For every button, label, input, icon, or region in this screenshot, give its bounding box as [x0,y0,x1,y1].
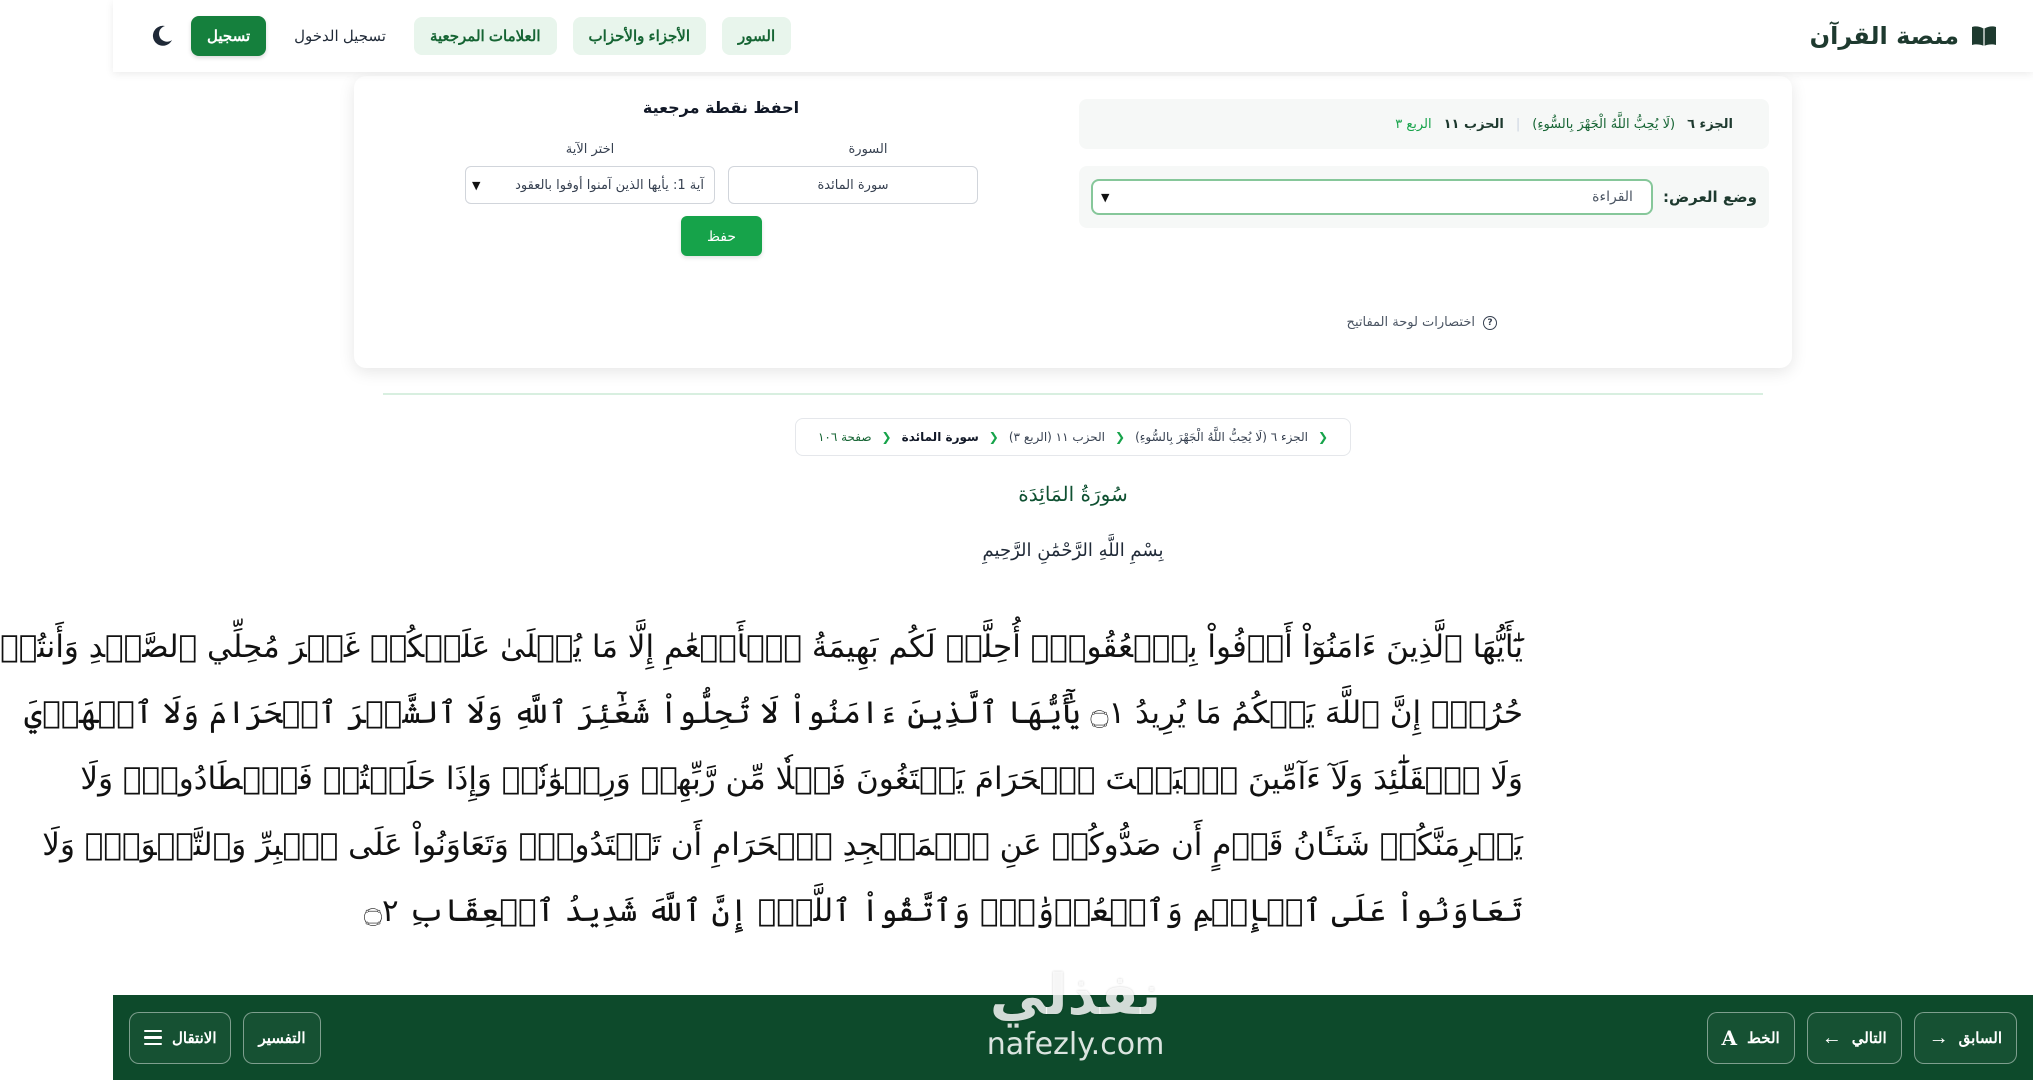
moon-icon[interactable] [149,23,175,49]
hamburger-menu-icon [144,1030,162,1046]
basmala [973,540,1173,561]
info-hizb: الحزب ١١ [1443,116,1504,132]
navigate-label: الانتقال [172,1029,217,1047]
bookmark-ayah-label: اختر الآية [565,142,615,157]
info-separator: | [1515,116,1521,132]
previous-label: السابق [1958,1029,2002,1047]
watermark-arabic: نفذلي [989,963,1162,1028]
navigate-button[interactable] [129,1012,231,1064]
nav-surahs[interactable]: السور [722,17,791,55]
next-label: التالي [1851,1029,1887,1047]
chevron-left-icon: ❮ [1318,430,1329,444]
keyboard-shortcuts-label: اختصارات لوحة المفاتيح [1346,315,1475,330]
breadcrumb-hizb[interactable]: الحزب ١١ (الربع ٣) [1008,430,1106,444]
position-info-bar [1079,99,1769,149]
chevron-left-icon: ❮ [988,430,999,444]
register-button[interactable]: تسجيل [191,16,266,56]
bottom-right-group [1707,1012,2018,1064]
font-label: الخط [1747,1029,1780,1047]
open-book-icon [1971,25,1997,47]
quran-line[interactable]: يَٰٓأَيُّهَا ٱلَّذِينَ ءَامَنُوٓاْ أَوۡفُواْ بِٱلۡعُقُودِۚ أُحِلَّتۡ لَكُم بَهِيمَةُ ٱلۡأَنۡعَٰمِ إِلَّا مَا يُتۡلَىٰ عَلَيۡكُمۡ غَيۡرَ مُحِلِّي ٱلصَّيۡدِ وَأَنتُمۡ [0,629,1523,665]
question-circle-icon: ? [1483,316,1497,330]
chevron-left-icon: ❮ [881,430,892,444]
quran-line[interactable]: حُرُمٌۗ إِنَّ ٱللَّهَ يَحۡكُمُ مَا يُرِيدُ ۝١ يَٰٓأَيُّهَا ٱلَّذِينَ ءَامَنُواْ لَا تُحِلُّواْ شَعَٰٓئِرَ ٱللَّهِ وَلَا ٱلشَّهۡرَ ٱلۡحَرَامَ وَلَا ٱلۡهَدۡيَ [24,695,1523,731]
breadcrumb-page: صفحة ١٠٦ [817,430,872,444]
arrow-left-icon: ← [1821,1026,1842,1049]
bookmark-form-title: احفظ نقطة مرجعية [642,98,800,117]
info-juz-name: (لَا يُحِبُّ اللَّهُ الْجَهْرَ بِالسُّوءِ) [1532,116,1676,132]
quran-line[interactable]: يَجۡرِمَنَّكُمۡ شَنَـَٔانُ قَوۡمٍ أَن صَدُّوكُمۡ عَنِ ٱلۡمَسۡجِدِ ٱلۡحَرَامِ أَن تَعۡتَدُواْۘ وَتَعَاوَنُواْ عَلَى ٱلۡبِرِّ وَٱلتَّقۡوَىٰۖ وَلَا [42,827,1523,863]
chevron-down-icon: ▼ [1101,190,1110,204]
nav-juz-hizb[interactable]: الأجزاء والأحزاب [573,17,706,55]
font-a-icon: A [1721,1025,1738,1050]
section-divider [383,393,1763,395]
brand-title: منصة القرآن [1809,22,1959,50]
bookmark-ayah-select[interactable] [465,166,715,204]
surah-name-calligraphy: سُورَةُ المَائِدَة [1018,482,1128,506]
chevron-left-icon: ❮ [1115,430,1126,444]
theme-toggle-glyph [150,24,174,48]
view-mode-label: وضع العرض: [1662,188,1757,206]
main-nav [149,16,791,56]
brand[interactable] [1810,22,1997,50]
bottom-left-group [129,1012,321,1064]
bookmark-save-button[interactable]: حفظ [681,216,762,256]
previous-button[interactable] [1914,1012,2017,1064]
top-navbar [113,0,2033,72]
tafsir-button[interactable]: التفسير [243,1012,320,1064]
nav-bookmarks[interactable]: العلامات المرجعية [414,17,557,55]
breadcrumb-surah[interactable]: سورة المائدة [901,430,979,444]
font-button[interactable] [1707,1012,1795,1064]
keyboard-shortcuts-link[interactable] [1347,315,1497,330]
bookmark-surah-label: السورة [848,142,888,157]
next-button[interactable] [1807,1012,1902,1064]
quran-page-text [0,614,1523,944]
view-mode-value: القراءة [1592,189,1633,205]
bookmark-ayah-value: آية 1: يأيها الذين آمنوا أوفوا بالعقود [515,177,704,193]
info-juz: الجزء ٦ [1687,116,1733,132]
quran-line[interactable]: تَعَاوَنُواْ عَلَى ٱلۡإِثۡمِ وَٱلۡعُدۡوَٰنِۚ وَٱتَّقُواْ ٱللَّهَۖ إِنَّ ٱللَّهَ شَدِيدُ ٱلۡعِقَابِ ۝٢ [363,893,1523,929]
chevron-down-icon: ▼ [472,178,481,192]
basmala-text: بِسْمِ اللَّهِ الرَّحْمَٰنِ الرَّحِيمِ [982,540,1164,561]
watermark-latin: nafezly.com [986,1027,1165,1062]
bottom-toolbar [113,995,2033,1080]
controls-card [354,76,1792,368]
bookmark-surah-field[interactable]: سورة المائدة [728,166,978,204]
breadcrumb [795,418,1351,456]
info-rub: الربع ٣ [1395,116,1432,132]
quran-line[interactable]: وَلَا ٱلۡقَلَٰٓئِدَ وَلَآ ءَآمِّينَ ٱلۡبَيۡتَ ٱلۡحَرَامَ يَبۡتَغُونَ فَضۡلٗا مِّن رَّبِّهِمۡ وَرِضۡوَٰنٗاۚ وَإِذَا حَلَلۡتُمۡ فَٱصۡطَادُواْۚ وَلَا [80,761,1523,797]
view-mode-select[interactable] [1091,179,1653,215]
breadcrumb-juz[interactable]: الجزء ٦ (لَا يُحِبُّ اللَّهُ الْجَهْرَ بِالسُّوءِ) [1135,430,1308,444]
view-mode-row [1079,166,1769,228]
arrow-right-icon: → [1928,1026,1949,1049]
login-button[interactable]: تسجيل الدخول [282,17,398,55]
